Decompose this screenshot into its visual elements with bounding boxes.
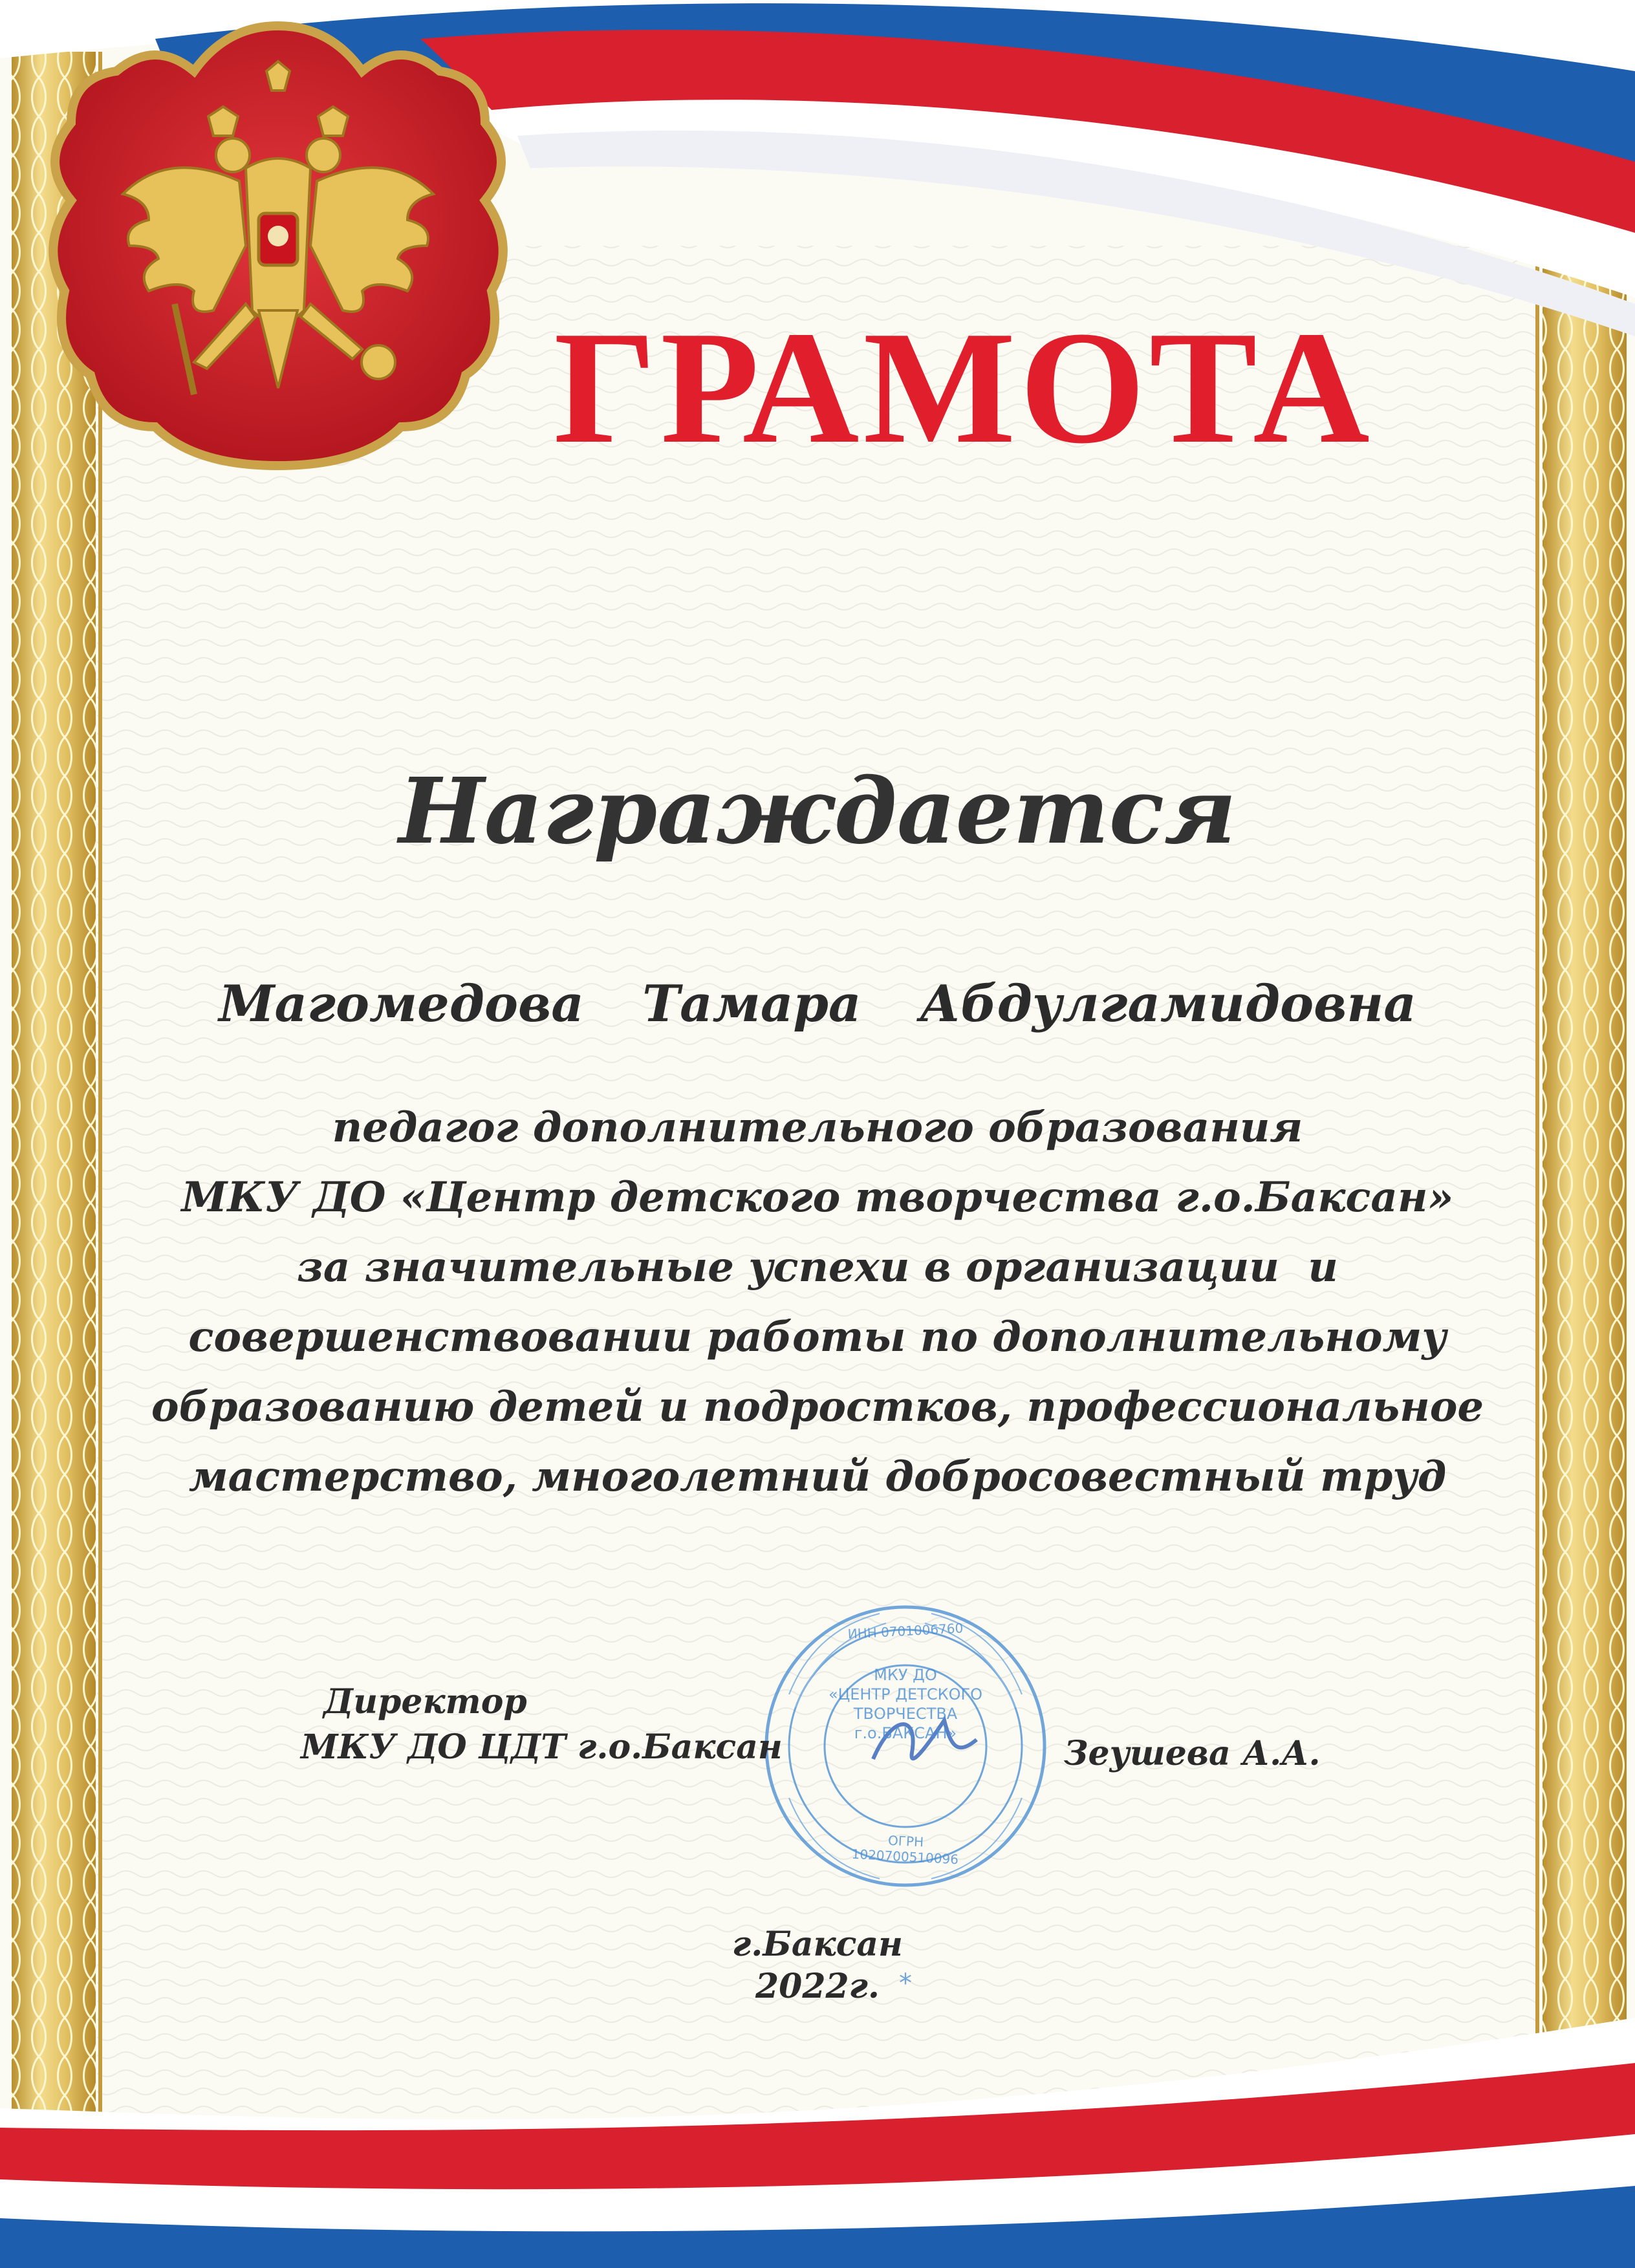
stamp-ogrn: ОГРН 1020700510096 (851, 1832, 959, 1868)
stamp-line: ТВОРЧЕСТВА (853, 1705, 958, 1723)
award-reason (0, 1093, 1635, 1512)
stamp-text (828, 1665, 983, 1743)
awarded-heading: Награждается (398, 759, 1237, 865)
issue-year: 2022г. (755, 1967, 880, 2006)
recipient-name: Магомедова Тамара Абдулгамидовна (219, 975, 1416, 1033)
emblem-icon (53, 26, 503, 466)
signer-organization: МКУ ДО ЦДТ г.о.Баксан (301, 1727, 783, 1767)
award-reason-line: МКУ ДО «Центр детского творчества г.о.Баксан» (181, 1173, 1454, 1222)
stamp-line: г.о.БАКСАН» (854, 1724, 957, 1742)
certificate-title: ГРАМОТА (554, 298, 1374, 477)
stamp-line: «ЦЕНТР ДЕТСКОГО (828, 1685, 983, 1703)
signer-name: Зеушева А.А. (1064, 1734, 1321, 1773)
award-reason-line: за значительные успехи в организации и (297, 1243, 1338, 1291)
award-reason-line: совершенствовании работы по дополнительному (188, 1313, 1447, 1361)
stamp-line: МКУ ДО (874, 1666, 937, 1684)
award-reason-line: мастерство, многолетний добросовестный труд (188, 1453, 1447, 1501)
svg-text:*: * (899, 1969, 912, 1998)
issue-place: г.Баксан (732, 1925, 903, 1964)
signer-position: Директор (323, 1682, 527, 1722)
award-reason-line: образованию детей и подростков, профессиональное (151, 1383, 1484, 1431)
stamp-inn: ИНН 0701006760 (847, 1620, 964, 1642)
award-reason-line: педагог дополнительного образования (332, 1103, 1303, 1152)
